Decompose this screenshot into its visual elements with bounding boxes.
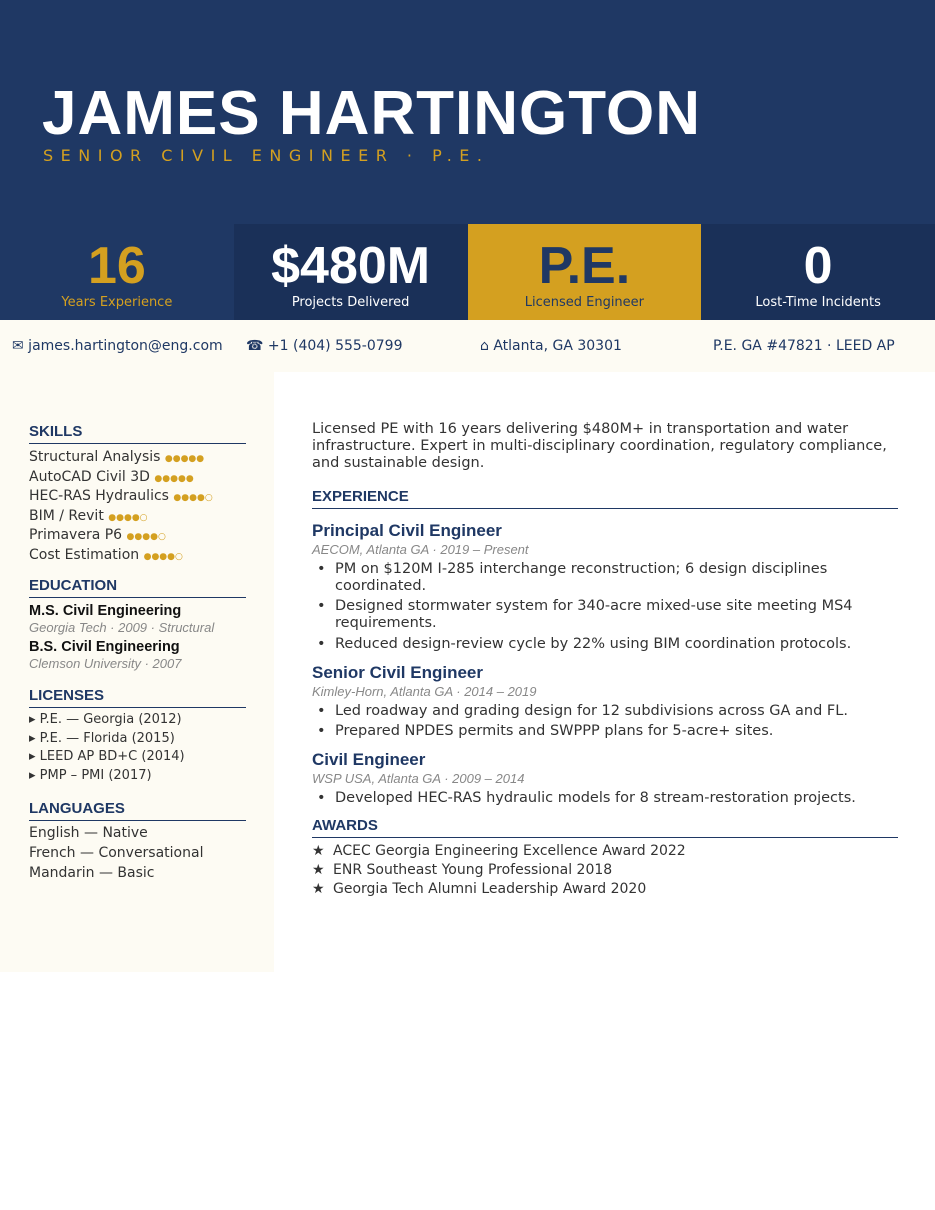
skill-rating: ●●●●○ [143, 551, 183, 562]
skill-item [29, 527, 246, 547]
job-bullet: • Developed HEC-RAS hydraulic models for 8 stream-restoration projects. [312, 790, 898, 807]
education-degree: B.S. Civil Engineering [29, 639, 180, 655]
job-title: Civil Engineer [312, 750, 426, 769]
professional-summary: Licensed PE with 16 years delivering $480M+ in transportation and water infrastructure. Expert in multi-disciplinary coordination, regulatory compliance, and sustainable design. [312, 421, 887, 471]
language-item: French — Conversational [29, 845, 204, 861]
stat-value: 0 [803, 237, 833, 295]
stat-lost-time-incidents [701, 224, 935, 320]
skill-rating: ●●●●○ [173, 493, 213, 503]
job-entry [312, 521, 898, 653]
award-text: ACEC Georgia Engineering Excellence Award 2022 [333, 843, 686, 859]
skill-name: Cost Estimation [29, 546, 140, 563]
job-bullet: • Reduced design-review cycle by 22% using BIM coordination protocols. [312, 636, 898, 653]
job-entry [312, 750, 898, 807]
skill-rating: ●●●●● [164, 454, 205, 464]
contact-bar [0, 320, 935, 372]
stat-value: 16 [87, 237, 146, 295]
experience-heading: EXPERIENCE [312, 488, 898, 509]
license-item: ▸ P.E. — Georgia (2012) [29, 712, 182, 727]
license-item: ▸ P.E. — Florida (2015) [29, 730, 175, 746]
award-text: Georgia Tech Alumni Leadership Award 2020 [333, 881, 647, 897]
education-heading: EDUCATION [29, 577, 246, 598]
skill-rating: ●●●●○ [126, 532, 166, 542]
contact-location: ⌂ Atlanta, GA 30301 [480, 338, 622, 354]
job-bullet: • Led roadway and grading design for 12 subdivisions across GA and FL. [312, 703, 898, 720]
skill-name: HEC-RAS Hydraulics [29, 488, 169, 504]
skill-item [29, 469, 246, 489]
job-title: Principal Civil Engineer [312, 521, 502, 540]
languages-section [29, 800, 246, 885]
skill-name: AutoCAD Civil 3D [29, 468, 150, 485]
award-item [312, 843, 898, 859]
stat-label: Licensed Engineer [524, 295, 645, 310]
skill-rating: ●●●●○ [108, 512, 148, 523]
job-title: Senior Civil Engineer [312, 663, 483, 682]
stat-projects-delivered [234, 224, 468, 320]
award-text: ENR Southeast Young Professional 2018 [333, 862, 613, 878]
skill-item [29, 547, 246, 567]
resume-header [0, 0, 935, 224]
candidate-name: JAMES HARTINGTON [42, 79, 702, 148]
sidebar [0, 372, 274, 972]
education-meta: Clemson University · 2007 [29, 656, 182, 671]
skill-rating: ●●●●● [154, 473, 194, 484]
stat-value: $480M [271, 237, 431, 295]
education-meta: Georgia Tech · 2009 · Structural [29, 620, 215, 635]
stat-licensed-engineer [468, 224, 702, 320]
award-item [312, 862, 898, 878]
star-icon: ★ [312, 862, 325, 878]
star-icon: ★ [312, 843, 325, 859]
job-bullet: • PM on $120M I-285 interchange reconstruction; 6 design disciplines coordinated. [312, 561, 898, 595]
award-item [312, 881, 898, 897]
star-icon: ★ [312, 881, 325, 897]
language-item: Mandarin — Basic [29, 865, 155, 881]
license-item: ▸ PMP – PMI (2017) [29, 768, 152, 784]
skills-section [29, 423, 246, 566]
skill-item [29, 488, 246, 508]
stat-value: P.E. [538, 237, 631, 295]
skills-heading: SKILLS [29, 423, 246, 444]
experience-section [312, 488, 898, 807]
skill-name: BIM / Revit [29, 507, 104, 524]
job-bullet: • Prepared NPDES permits and SWPPP plans for 5-acre+ sites. [312, 723, 898, 740]
job-meta: AECOM, Atlanta GA · 2019 – Present [312, 542, 529, 557]
license-item: ▸ LEED AP BD+C (2014) [29, 749, 185, 765]
candidate-title: SENIOR CIVIL ENGINEER · P.E. [43, 146, 490, 165]
stat-years-experience [0, 224, 234, 320]
licenses-section [29, 687, 246, 787]
stat-label: Projects Delivered [291, 295, 410, 310]
awards-section [312, 817, 898, 897]
education-degree: M.S. Civil Engineering [29, 603, 182, 619]
job-meta: Kimley-Horn, Atlanta GA · 2014 – 2019 [312, 684, 537, 699]
contact-phone[interactable]: ☎ +1 (404) 555-0799 [246, 338, 403, 354]
stat-label: Years Experience [61, 295, 173, 310]
contact-email[interactable]: ✉ james.hartington@eng.com [12, 338, 223, 354]
stat-label: Lost-Time Incidents [755, 295, 881, 310]
job-bullet: • Designed stormwater system for 340-acre mixed-use site meeting MS4 requirements. [312, 598, 898, 632]
skill-name: Structural Analysis [29, 449, 161, 465]
awards-heading: AWARDS [312, 817, 898, 838]
contact-credentials: P.E. GA #47821 · LEED AP [713, 338, 895, 354]
job-meta: WSP USA, Atlanta GA · 2009 – 2014 [312, 771, 525, 786]
language-item: English — Native [29, 825, 148, 841]
licenses-heading: LICENSES [29, 687, 246, 708]
languages-heading: LANGUAGES [29, 800, 246, 821]
stats-band [0, 224, 935, 320]
skill-item [29, 449, 246, 469]
job-entry [312, 663, 898, 740]
skill-name: Primavera P6 [29, 527, 123, 543]
education-section [29, 577, 246, 671]
skill-item [29, 508, 246, 528]
